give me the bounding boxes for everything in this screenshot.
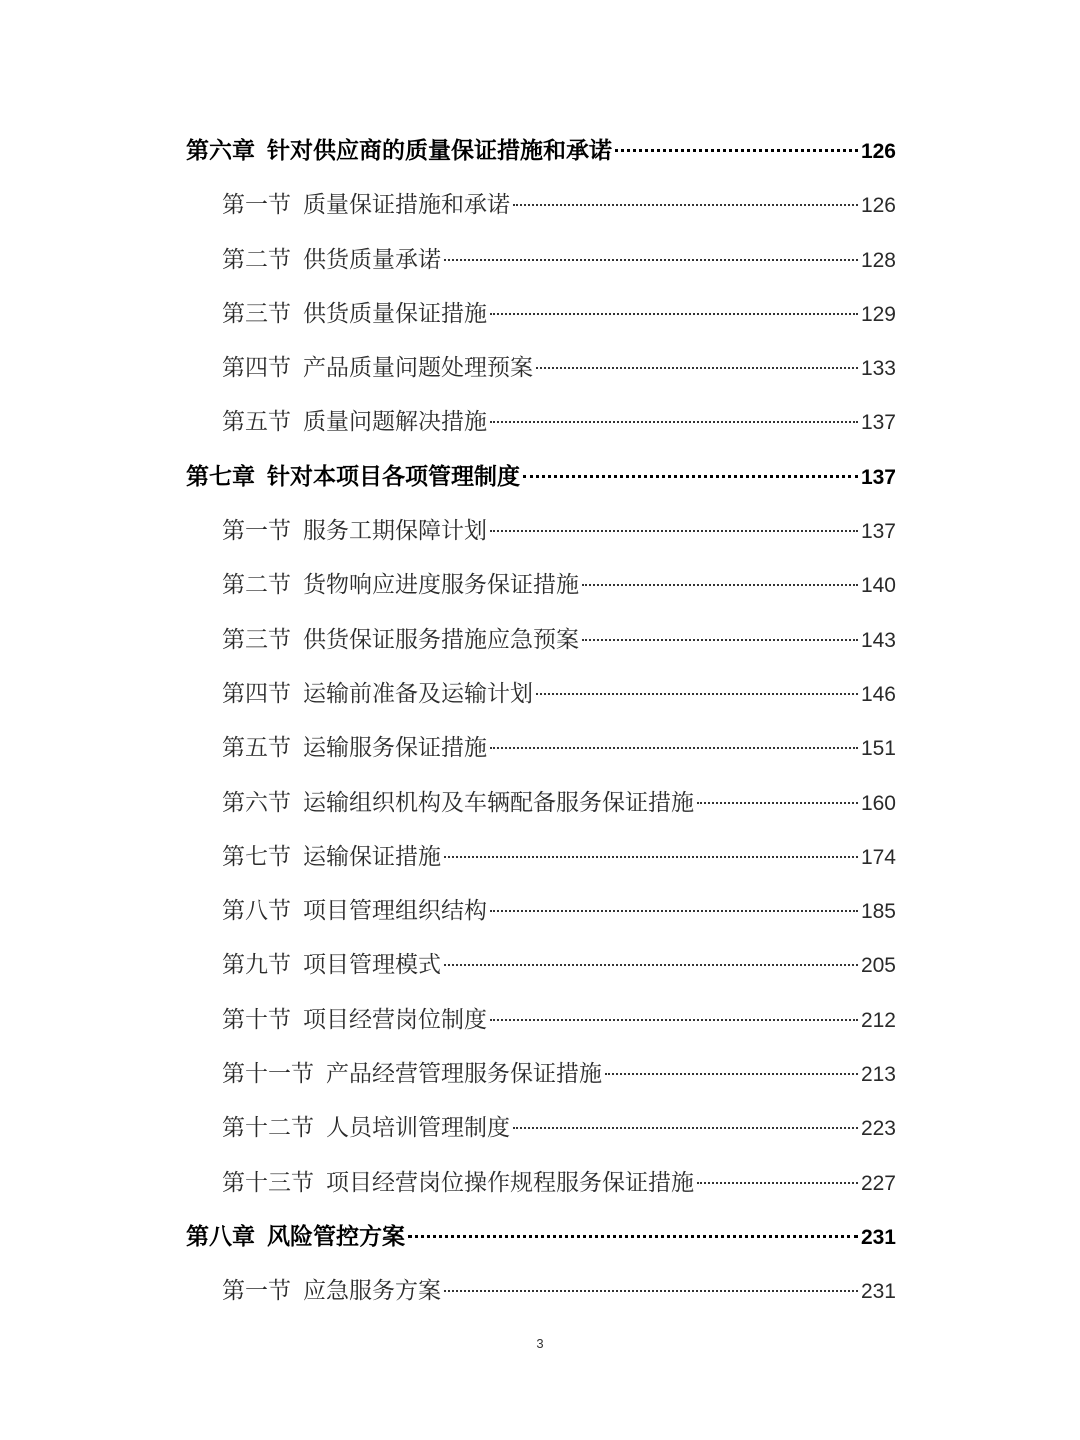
toc-entry-number: 第二节 xyxy=(222,572,291,599)
toc-section-entry[interactable] xyxy=(186,341,896,395)
toc-dot-leader xyxy=(444,1290,858,1292)
toc-entry-page: 212 xyxy=(860,1008,896,1032)
toc-dot-leader xyxy=(536,693,858,695)
toc-entry-number: 第八节 xyxy=(222,898,291,925)
toc-entry-page: 231 xyxy=(860,1280,896,1304)
toc-dot-leader xyxy=(408,1235,858,1238)
toc-section-entry[interactable] xyxy=(186,1101,896,1155)
toc-entry-page: 126 xyxy=(860,194,896,218)
toc-entry-number: 第四节 xyxy=(222,355,291,382)
toc-entry-title: 运输前准备及运输计划 xyxy=(303,680,533,707)
toc-entry-number: 第六节 xyxy=(222,789,291,816)
toc-entry-page: 128 xyxy=(860,248,896,272)
toc-section-entry[interactable] xyxy=(186,395,896,449)
toc-entry-title: 运输服务保证措施 xyxy=(303,735,487,762)
toc-dot-leader xyxy=(490,1019,858,1021)
toc-entry-page: 227 xyxy=(860,1171,896,1195)
toc-entry-page: 143 xyxy=(860,628,896,652)
toc-entry-title: 运输保证措施 xyxy=(303,843,441,870)
toc-entry-title: 针对供应商的质量保证措施和承诺 xyxy=(267,137,612,164)
toc-entry-number: 第二节 xyxy=(222,246,291,273)
toc-entry-title: 项目经营岗位制度 xyxy=(303,1006,487,1033)
toc-entry-title: 产品经营管理服务保证措施 xyxy=(326,1061,602,1088)
toc-entry-title: 风险管控方案 xyxy=(267,1222,405,1250)
toc-entry-number: 第一节 xyxy=(222,192,291,219)
toc-entry-number: 第三节 xyxy=(222,300,291,327)
toc-entry-title: 应急服务方案 xyxy=(303,1278,441,1305)
toc-entry-title: 质量保证措施和承诺 xyxy=(303,192,510,219)
toc-entry-page: 129 xyxy=(860,302,896,326)
toc-entry-number: 第十三节 xyxy=(222,1169,314,1196)
toc-section-entry[interactable] xyxy=(186,287,896,341)
toc-dot-leader xyxy=(615,149,858,152)
page-number: 3 xyxy=(536,1336,544,1351)
toc-entry-number: 第八章 xyxy=(186,1222,255,1250)
toc-entry-number: 第十一节 xyxy=(222,1061,314,1088)
toc-section-entry[interactable] xyxy=(186,884,896,938)
toc-dot-leader xyxy=(582,584,858,586)
toc-entry-title: 人员培训管理制度 xyxy=(326,1115,510,1142)
toc-section-entry[interactable] xyxy=(186,558,896,612)
toc-dot-leader xyxy=(444,259,858,261)
toc-dot-leader xyxy=(444,856,858,858)
toc-entry-title: 针对本项目各项管理制度 xyxy=(267,462,520,490)
toc-entry-number: 第五节 xyxy=(222,409,291,436)
toc-entry-page: 151 xyxy=(860,737,896,761)
toc-entry-page: 205 xyxy=(860,954,896,978)
toc-entry-page: 137 xyxy=(860,465,896,489)
toc-dot-leader xyxy=(605,1073,858,1075)
toc-entry-page: 174 xyxy=(860,845,896,869)
toc-entry-page: 137 xyxy=(860,411,896,435)
toc-entry-title: 服务工期保障计划 xyxy=(303,518,487,545)
toc-entry-page: 146 xyxy=(860,682,896,706)
table-of-contents xyxy=(186,124,896,1319)
toc-entry-title: 供货质量承诺 xyxy=(303,246,441,273)
toc-entry-number: 第九节 xyxy=(222,952,291,979)
toc-entry-number: 第七节 xyxy=(222,843,291,870)
toc-entry-number: 第五节 xyxy=(222,735,291,762)
toc-chapter-entry[interactable] xyxy=(186,1210,896,1264)
toc-entry-title: 项目管理模式 xyxy=(303,952,441,979)
toc-section-entry[interactable] xyxy=(186,993,896,1047)
toc-section-entry[interactable] xyxy=(186,504,896,558)
toc-entry-page: 133 xyxy=(860,357,896,381)
toc-dot-leader xyxy=(490,530,858,532)
toc-section-entry[interactable] xyxy=(186,613,896,667)
toc-dot-leader xyxy=(582,639,858,641)
toc-entry-number: 第三节 xyxy=(222,626,291,653)
toc-section-entry[interactable] xyxy=(186,776,896,830)
toc-entry-title: 项目管理组织结构 xyxy=(303,898,487,925)
toc-section-entry[interactable] xyxy=(186,1264,896,1318)
toc-entry-title: 质量问题解决措施 xyxy=(303,409,487,436)
toc-entry-title: 运输组织机构及车辆配备服务保证措施 xyxy=(303,789,694,816)
toc-entry-page: 185 xyxy=(860,900,896,924)
toc-entry-title: 项目经营岗位操作规程服务保证措施 xyxy=(326,1169,694,1196)
toc-section-entry[interactable] xyxy=(186,938,896,992)
toc-dot-leader xyxy=(490,747,858,749)
toc-dot-leader xyxy=(513,204,858,206)
toc-entry-page: 213 xyxy=(860,1063,896,1087)
toc-dot-leader xyxy=(523,475,858,478)
toc-dot-leader xyxy=(490,910,858,912)
toc-dot-leader xyxy=(513,1127,858,1129)
toc-entry-number: 第十节 xyxy=(222,1006,291,1033)
toc-dot-leader xyxy=(536,367,858,369)
toc-entry-number: 第十二节 xyxy=(222,1115,314,1142)
toc-entry-title: 供货质量保证措施 xyxy=(303,300,487,327)
toc-entry-page: 137 xyxy=(860,520,896,544)
toc-entry-page: 160 xyxy=(860,791,896,815)
toc-chapter-entry[interactable] xyxy=(186,450,896,504)
toc-dot-leader xyxy=(490,313,858,315)
toc-dot-leader xyxy=(444,964,858,966)
toc-chapter-entry[interactable] xyxy=(186,124,896,178)
toc-entry-title: 货物响应进度服务保证措施 xyxy=(303,572,579,599)
toc-section-entry[interactable] xyxy=(186,1156,896,1210)
toc-entry-number: 第六章 xyxy=(186,137,255,164)
toc-section-entry[interactable] xyxy=(186,233,896,287)
toc-entry-title: 供货保证服务措施应急预案 xyxy=(303,626,579,653)
toc-entry-number: 第一节 xyxy=(222,518,291,545)
toc-entry-page: 223 xyxy=(860,1117,896,1141)
toc-entry-number: 第一节 xyxy=(222,1278,291,1305)
toc-section-entry[interactable] xyxy=(186,178,896,232)
toc-entry-page: 126 xyxy=(860,140,896,163)
toc-entry-number: 第四节 xyxy=(222,680,291,707)
toc-dot-leader xyxy=(697,802,858,804)
toc-section-entry[interactable] xyxy=(186,721,896,775)
toc-entry-page: 231 xyxy=(860,1225,896,1249)
toc-entry-page: 140 xyxy=(860,574,896,598)
toc-dot-leader xyxy=(490,421,858,423)
toc-section-entry[interactable] xyxy=(186,1047,896,1101)
toc-entry-title: 产品质量问题处理预案 xyxy=(303,355,533,382)
toc-entry-number: 第七章 xyxy=(186,462,255,490)
toc-dot-leader xyxy=(697,1182,858,1184)
toc-section-entry[interactable] xyxy=(186,667,896,721)
toc-section-entry[interactable] xyxy=(186,830,896,884)
